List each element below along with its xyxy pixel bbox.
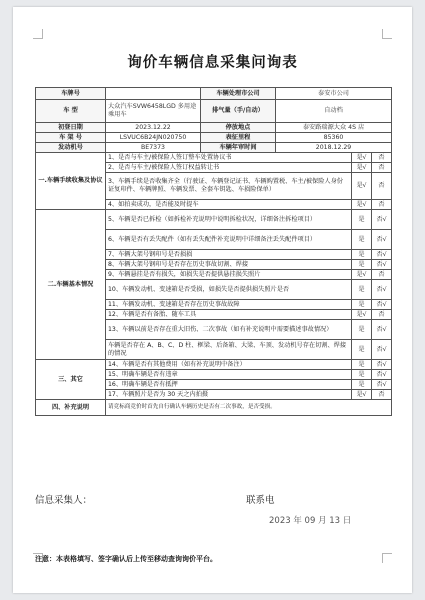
yes-label: 是: [358, 325, 365, 333]
yes-label: 是: [356, 163, 363, 171]
yes-label: 是: [358, 260, 365, 268]
vin-value: LSVUC6B24JN020750: [106, 133, 201, 143]
no-label: 否: [376, 380, 383, 388]
crop-mark: [33, 29, 43, 39]
yes-label: 是: [358, 380, 365, 388]
question-text: 3、车辆手续是否收集齐全（行驶证、车辆登记证书、车辆购置税、车主/被保险人身份证复印件、车辆牌照、车辆发票、全套车钥匙、车损险保单）: [106, 173, 352, 200]
check-mark-icon: √: [362, 182, 367, 190]
no-label: 否: [376, 325, 383, 333]
no-label: 否: [378, 390, 385, 398]
no-answer-cell: [372, 230, 392, 250]
checklist-row: [36, 153, 392, 163]
yes-answer-cell: [352, 320, 372, 340]
yes-answer-cell: [352, 360, 372, 370]
mileage-value: 85360: [276, 133, 392, 143]
yes-label: 是: [356, 153, 363, 161]
no-label: 否: [376, 360, 383, 368]
sign-date: 2023 年 09 月 13 日: [269, 516, 352, 526]
section-label: 三、其它: [36, 360, 106, 400]
inspection-label: 车辆年审时间: [201, 143, 276, 153]
yes-answer-cell: [352, 230, 372, 250]
plate-value: [106, 88, 201, 100]
no-label: 否: [376, 345, 383, 353]
no-answer-cell: [372, 380, 392, 390]
no-answer-cell: [372, 250, 392, 260]
question-text: 1、是否与车主/被保险人签订整车处置协议书: [106, 153, 352, 163]
info-row: [36, 100, 392, 123]
no-label: 否: [378, 182, 385, 190]
engine-label: 发动机号: [36, 143, 106, 153]
question-text: 16、明确车辆是否有抵押: [106, 380, 352, 390]
no-label: 否: [378, 270, 385, 278]
check-mark-icon: √: [362, 163, 367, 171]
checklist-row: [36, 360, 392, 370]
check-mark-icon: √: [382, 300, 387, 308]
no-answer-cell: [372, 300, 392, 310]
yes-answer-cell: [352, 310, 372, 320]
yes-answer-cell: [352, 200, 372, 210]
dealer-value: 泰安市公司: [276, 88, 392, 100]
contact-label: 联系电: [246, 495, 275, 506]
question-text: 6、车辆是否有丢失配件（如有丢失配件补充说明中详细备注丢失配件项目）: [106, 230, 352, 250]
yes-label: 是: [358, 285, 365, 293]
info-row: [36, 133, 392, 143]
yes-answer-cell: [352, 250, 372, 260]
info-row: [36, 143, 392, 153]
collector-label: 信息采集人：: [35, 495, 93, 506]
check-mark-icon: √: [382, 250, 387, 258]
question-text: 7、车辆大架号钢印号是否损损: [106, 250, 352, 260]
check-mark-icon: √: [362, 310, 367, 318]
info-row: [36, 123, 392, 133]
no-label: 否: [376, 250, 383, 258]
yes-label: 是: [358, 300, 365, 308]
model-label: 车 型: [36, 100, 106, 123]
yes-answer-cell: [352, 153, 372, 163]
no-answer-cell: [372, 153, 392, 163]
stop-place-value: 泰安路瑞源大众 4S 店: [276, 123, 392, 133]
no-answer-cell: [372, 280, 392, 300]
stop-place-label: 停放地点: [201, 123, 276, 133]
yes-answer-cell: [352, 300, 372, 310]
no-answer-cell: [372, 270, 392, 280]
check-mark-icon: √: [382, 370, 387, 378]
question-text: 9、车辆悬挂是否有损失，如损失是否提供悬挂损失照片: [106, 270, 352, 280]
info-row: [36, 88, 392, 100]
check-mark-icon: √: [362, 270, 367, 278]
section-label: 二.车辆基本情况: [36, 210, 106, 360]
yes-answer-cell: [352, 280, 372, 300]
crop-mark: [382, 29, 392, 39]
no-label: 否: [376, 260, 383, 268]
yes-answer-cell: [352, 260, 372, 270]
no-answer-cell: [372, 210, 392, 230]
plate-label: 车牌号: [36, 88, 106, 100]
yes-answer-cell: [352, 163, 372, 173]
no-label: 否: [376, 370, 383, 378]
check-mark-icon: √: [362, 153, 367, 161]
yes-label: 是: [358, 370, 365, 378]
dealer-label: 车辆处理市公司: [201, 88, 276, 100]
no-label: 否: [378, 163, 385, 171]
no-answer-cell: [372, 260, 392, 270]
yes-label: 是: [356, 270, 363, 278]
model-value: 大众汽车SVW6458LGD 多用途乘用车: [106, 100, 201, 123]
yes-answer-cell: [352, 390, 372, 400]
engine-value: BE7373: [106, 143, 201, 153]
yes-label: 是: [356, 200, 363, 208]
check-mark-icon: √: [382, 360, 387, 368]
yes-answer-cell: [352, 340, 372, 360]
no-label: 否: [378, 153, 385, 161]
checklist-row: [36, 210, 392, 230]
form-page: [13, 7, 412, 593]
no-label: 否: [378, 200, 385, 208]
yes-answer-cell: [352, 210, 372, 230]
displacement-value: 自动档: [276, 100, 392, 123]
form-title: 询价车辆信息采集问询表: [127, 55, 298, 71]
footer-note: 注意：本表格填写、签字确认后上传至移动查询询价平台。: [35, 555, 217, 563]
no-answer-cell: [372, 310, 392, 320]
check-mark-icon: √: [382, 285, 387, 293]
check-mark-icon: √: [382, 345, 387, 353]
yes-label: 是: [358, 235, 365, 243]
question-text: 5、车辆是否已拆检（如拆检补充说明中说明拆检状况，详细备注拆检项目）: [106, 210, 352, 230]
no-label: 否: [376, 285, 383, 293]
section-label: 一.车辆手续收集及协议: [36, 153, 106, 210]
check-mark-icon: √: [362, 200, 367, 208]
yes-label: 是: [356, 182, 363, 190]
check-mark-icon: √: [382, 325, 387, 333]
yes-answer-cell: [352, 370, 372, 380]
check-mark-icon: √: [382, 260, 387, 268]
yes-label: 是: [356, 390, 363, 398]
question-text: 12、车辆是否有备胎、随车工具: [106, 310, 352, 320]
no-answer-cell: [372, 390, 392, 400]
yes-label: 是: [358, 345, 365, 353]
no-answer-cell: [372, 340, 392, 360]
vin-label: 车 架 号: [36, 133, 106, 143]
no-answer-cell: [372, 370, 392, 380]
check-mark-icon: √: [382, 235, 387, 243]
mileage-label: 表征里程: [201, 133, 276, 143]
yes-answer-cell: [352, 173, 372, 200]
question-text: 车辆是否存在 A、B、C、D 柱、框梁、后备箱、大梁、车顶、发动机号存在切割、焊接的情况: [106, 340, 352, 360]
no-answer-cell: [372, 200, 392, 210]
no-answer-cell: [372, 163, 392, 173]
question-text: 17、车辆照片是否为 30 天之内拍摄: [106, 390, 352, 400]
yes-label: 是: [358, 250, 365, 258]
supplement-label: 四、补充说明: [36, 400, 106, 416]
no-label: 否: [378, 310, 385, 318]
no-answer-cell: [372, 360, 392, 370]
crop-mark: [382, 553, 392, 563]
question-text: 2、是否与车主/被保险人签订权益转让书: [106, 163, 352, 173]
vehicle-info-form: [35, 87, 392, 416]
first-reg-label: 初登日期: [36, 123, 106, 133]
inspection-value: 2018.12.29: [276, 143, 392, 153]
yes-label: 是: [358, 215, 365, 223]
yes-label: 是: [358, 360, 365, 368]
yes-label: 是: [356, 310, 363, 318]
yes-answer-cell: [352, 270, 372, 280]
question-text: 4、如拍卖成功，是否能及时提车: [106, 200, 352, 210]
supplement-row: [36, 400, 392, 416]
check-mark-icon: √: [362, 390, 367, 398]
yes-answer-cell: [352, 380, 372, 390]
check-mark-icon: √: [382, 380, 387, 388]
no-label: 否: [376, 300, 383, 308]
displacement-label: 排气量（手/自动）: [201, 100, 276, 123]
question-text: 8、车辆大架号钢印号是否存在历史事故切割、焊接: [106, 260, 352, 270]
question-text: 13、车辆以前是否存在重大旧伤、二次事故（如有补充说明中需要描述事故情况）: [106, 320, 352, 340]
question-text: 10、车辆发动机、变速箱是否受损，如损失是否提供损失照片是否: [106, 280, 352, 300]
question-text: 15、明确车辆是否有违章: [106, 370, 352, 380]
question-text: 14、车辆是否有其他费用（如有补充说明中备注）: [106, 360, 352, 370]
check-mark-icon: √: [382, 215, 387, 223]
no-label: 否: [376, 215, 383, 223]
question-text: 11、车辆发动机、变速箱是否存在历史事故故障: [106, 300, 352, 310]
no-label: 否: [376, 235, 383, 243]
no-answer-cell: [372, 320, 392, 340]
first-reg-value: 2023.12.22: [106, 123, 201, 133]
no-answer-cell: [372, 173, 392, 200]
supplement-text: 请竞标商竞价时首先自行确认车辆历史是否有二次事故，是否受损。: [106, 400, 392, 416]
